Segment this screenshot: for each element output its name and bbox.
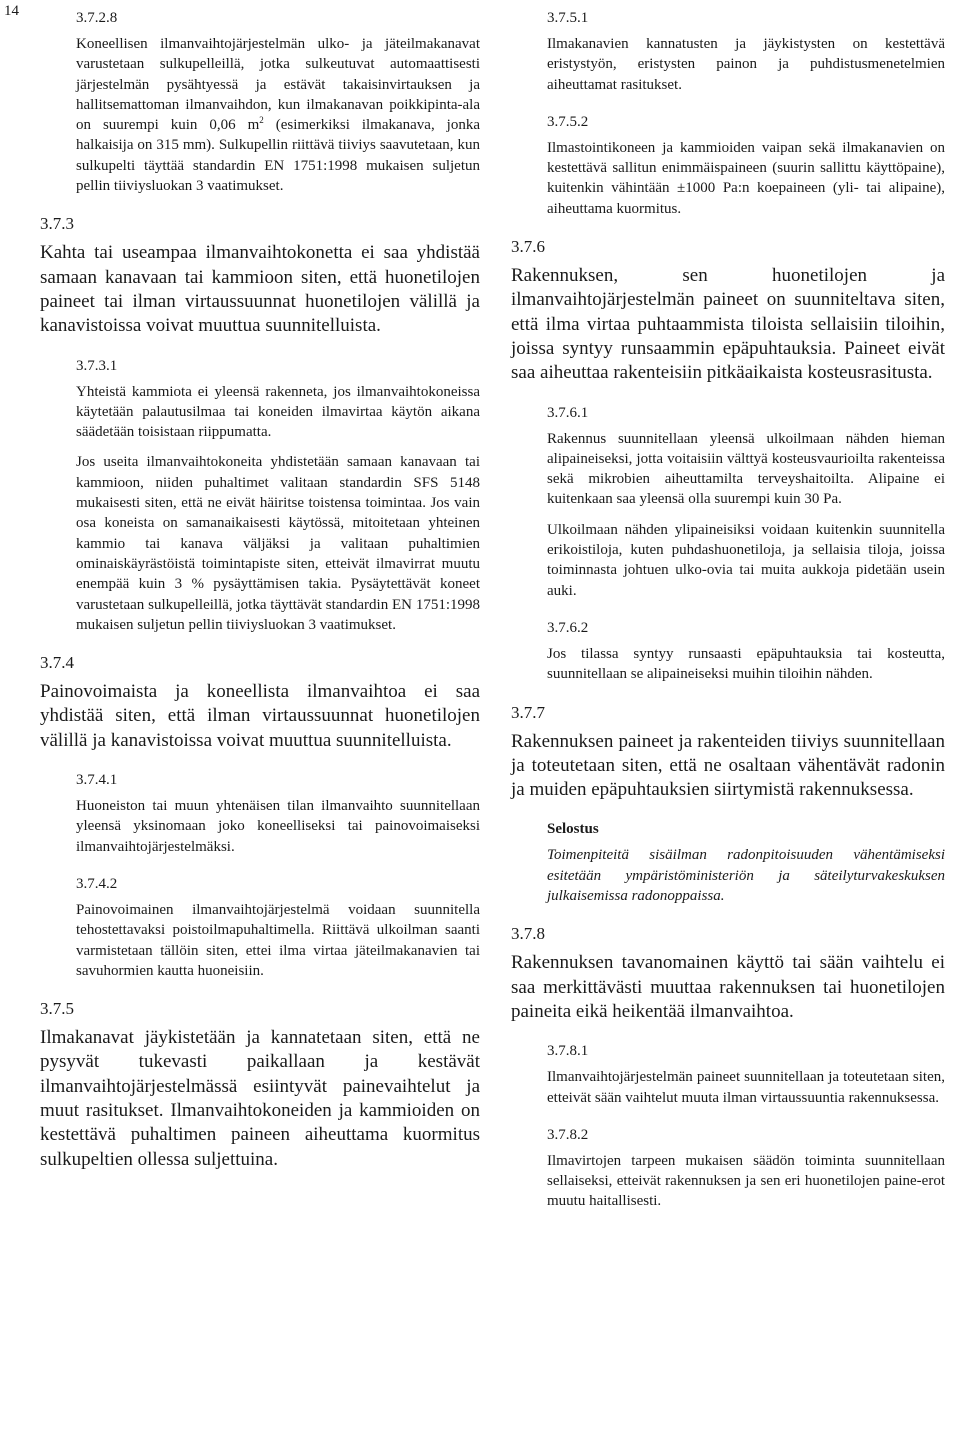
- section-3-7-8-1: [547, 1041, 945, 1108]
- section-3-7-4: [40, 652, 480, 753]
- section-3-7-6: [511, 236, 945, 385]
- section-text: Rakennuksen tavanomainen käyttö tai sään vaihtelu ei saa merkittävästi muuttaa rakennuksen tai huonetilojen paineita eikä heikentää ilmanvaihtoa.: [511, 952, 945, 1022]
- section-text: Ulkoilmaan nähden ylipaineisiksi voidaan kuitenkin suunnitella erikoistiloja, kuten puhdashuonetiloja, ja sellaisia tiloja, joissa toiminnasta johtuen ulko-ovia tai muita aukkoja pidetään usein auki.: [547, 521, 945, 599]
- section-number: 3.7.6.1: [547, 404, 589, 421]
- page-number: 14: [4, 3, 19, 19]
- section-3-7-6-2: [547, 618, 945, 685]
- section-3-7-4-2: [76, 874, 480, 981]
- section-text: Ilmavirtojen tarpeen mukaisen säädön toiminta suunnitellaan sellaiseksi, etteivät rakennuksen ja sen eri huonetilojen paine-erot muutu haitallisesti.: [547, 1152, 945, 1210]
- section-text: Painovoimaista ja koneellista ilmanvaihtoa ei saa yhdistää siten, että ilman virtaussuunnat huonetilojen välillä ja kanavistoissa voivat muuttua suunnitelluista.: [40, 681, 480, 751]
- section-text: Ilmanvaihtojärjestelmän paineet suunnitellaan ja toteutetaan siten, etteivät sään vaihtelut muuta ilman virtaussuuntia rakennuksessa.: [547, 1069, 945, 1106]
- section-text: Ilmakanavat jäykistetään ja kannatetaan siten, että ne pysyvät tukevasti paikallaan ja kestävät ilmanvaihtojärjestelmässä esiintyvät painevaihtelut ja muut rasitukset. Ilmanvaihtokoneiden ja kammioiden on kestettävä puhaltimen paineen aiheuttama kuormitus sulkupeltien ollessa suljettuina.: [40, 1027, 480, 1170]
- section-number: 3.7.5.2: [547, 113, 589, 130]
- section-number: 3.7.6.2: [547, 619, 589, 636]
- section-text: Jos useita ilmanvaihtokoneita yhdistetään samaan kanavaan tai kammioon, niiden puhaltimet valitaan standardin SFS 5148 mukaisesti siten, että ne eivät häiritse toistensa toimintaa. Jos vain osa koneista on samanaikaisesti käytössä, mitoitetaan yhteinen kammio tai kanava väljäksi ja valitaan puhaltimien ominaiskäyrästöistä toimintapiste siten, etteivät ilmavirrat muutu enempää kuin 3 % pysäyttämisen takia. Pysäytettävät koneet varustetaan sulkupelleillä, jotka täyttävät standardin EN 1751:1998 mukaisen suljetun pellin tiiviysluokan 3 vaatimukset.: [76, 454, 480, 633]
- section-number: 3.7.8: [511, 924, 545, 944]
- section-number: 3.7.3: [40, 214, 74, 234]
- section-number: 3.7.5.1: [547, 10, 589, 26]
- text-part: Koneellisen ilmanvaihtojärjestelmän ulko- ja jäteilmakanavat varustetaan sulkupelleillä, jotka sulkeutuvat automaattisesti järjestelmän pysähtyessä ja estävät takaisinvirtauksen ja hallitsemattoman ilmanvaihdon, kun ilmakanavan poikkipinta-ala on suurempi kuin 0,06 m: [76, 36, 480, 134]
- selostus-note: [547, 819, 945, 906]
- section-3-7-6-1: [547, 403, 945, 601]
- section-text: Rakennuksen, sen huonetilojen ja ilmanvaihtojärjestelmän paineet on suunniteltava siten, että ilma virtaa puhtaammista tiloista sellaisiin tiloihin, joissa syntyy runsaammin epäpuhtauksia. Paineet eivät saa aiheuttaa rakenteisiin pitkäaikaista kosteusrasitusta.: [511, 265, 945, 384]
- section-3-7-7: [511, 702, 945, 803]
- section-3-7-5-2: [547, 112, 945, 219]
- section-text: Ilmakanavien kannatusten ja jäykistysten on kestettävä eristystyön, eristysten painon ja puhdistusmenetelmien aiheuttamat rasitukset.: [547, 36, 945, 93]
- selostus-text: Toimenpiteitä sisäilman radonpitoisuuden vähentämiseksi esitetään ympäristöministeriön ja säteilyturvakeskuksen julkaisemissa radonoppaissa.: [547, 847, 945, 905]
- section-number: 3.7.8.1: [547, 1043, 589, 1060]
- section-text: Huoneiston tai muun yhtenäisen tilan ilmanvaihto suunnitellaan yleensä yksinomaan joko koneelliseksi tai painovoimaiseksi ilmanvaihtojärjestelmäksi.: [76, 798, 480, 855]
- section-number: 3.7.4.2: [76, 875, 118, 892]
- section-3-7-8: [511, 923, 945, 1024]
- section-3-7-5: [40, 998, 480, 1172]
- section-text: Rakennus suunnitellaan yleensä ulkoilmaan nähden hieman alipaineiseksi, jotta voitaisiin välttyä kosteusvaurioilta rakenteissa sekä mikrobien aiheuttamilta terveyshaitoilta. Alipaine ei kuitenkaan saa yleensä olla suurempi kuin 30 Pa.: [547, 430, 945, 508]
- section-text: Rakennuksen paineet ja rakenteiden tiiviys suunnitellaan ja toteutetaan siten, että ne osaltaan vähentävät radonin ja muiden epäpuhtauksien siirtymistä rakennuksessa.: [511, 730, 945, 801]
- section-number: 3.7.3.1: [76, 357, 118, 374]
- text-part: (esimerkiksi ilmakanava, jonka halkaisija on 315 mm). Sulkupellin riittävä tiiviys saavutetaan, kun sulkupelti täyttää standardin EN 1751:1998 mukaisen suljetun pellin tiiviysluokan 3 vaatimukset.: [76, 117, 480, 195]
- section-3-7-3-1: [76, 356, 480, 636]
- left-column: [40, 8, 480, 1172]
- section-3-7-5-1: [547, 8, 945, 95]
- right-column: [511, 8, 945, 1212]
- section-text: Kahta tai useampaa ilmanvaihtokonetta ei saa yhdistää samaan kanavaan tai kammioon siten, että huonetilojen paineet tai ilman virtaussuunnat huonetilojen välillä ja kanavistoissa voivat muuttua suunnitelluista.: [40, 242, 480, 337]
- section-3-7-2-8: [76, 8, 480, 196]
- section-text: Painovoimainen ilmanvaihtojärjestelmä voidaan suunnitella tehostettavaksi poistoilmapuhaltimella. Riittävä ulkoilman saanti varmistetaan tällöin siten, ettei ilma virtaa jäteilmakanavien tai savuhormien kautta huoneisiin.: [76, 901, 480, 979]
- section-number: 3.7.4: [40, 653, 74, 673]
- section-3-7-8-2: [547, 1125, 945, 1212]
- section-text: Yhteistä kammiota ei yleensä rakenneta, jos ilmanvaihtokoneissa käytetään palautusilmaa tai koneiden ilmavirtaa käytön aikana säädetään toisistaan riippumatta.: [76, 383, 480, 441]
- section-3-7-3: [40, 213, 480, 338]
- section-3-7-4-1: [76, 770, 480, 857]
- section-number: 3.7.2.8: [76, 10, 118, 26]
- section-text: Ilmastointikoneen ja kammioiden vaipan sekä ilmakanavien on kestettävä sallitun enimmäispaineen (suurin sallittu käyttöpaine), kuitenkin vähintään ±1000 Pa:n koepaineen (yli- tai alipaine), aiheuttama kuormitus.: [547, 139, 945, 217]
- section-number: 3.7.6: [511, 237, 545, 257]
- section-number: 3.7.4.1: [76, 772, 118, 789]
- section-number: 3.7.7: [511, 702, 545, 722]
- section-text: Jos tilassa syntyy runsaasti epäpuhtauksia tai kosteutta, suunnitellaan se alipaineiseksi muihin tiloihin nähden.: [547, 645, 945, 683]
- superscript: 2: [259, 115, 264, 126]
- section-number: 3.7.8.2: [547, 1126, 589, 1143]
- selostus-title: Selostus: [547, 821, 599, 838]
- section-text: [76, 34, 480, 196]
- section-number: 3.7.5: [40, 999, 74, 1019]
